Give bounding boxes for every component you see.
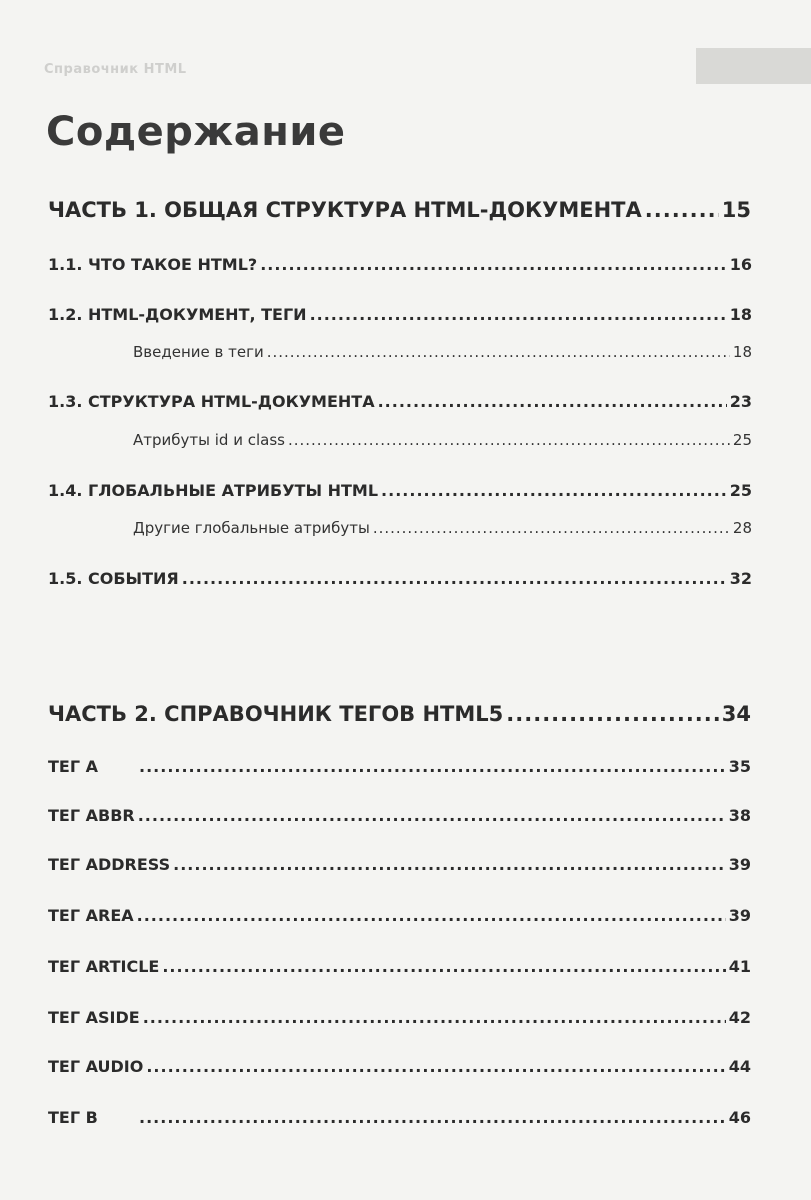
toc-leader (137, 906, 726, 925)
toc-subsection-intro-tags[interactable] (133, 343, 752, 361)
toc-entry-label: 1.4. ГЛОБАЛЬНЫЕ АТРИБУТЫ HTML (48, 481, 379, 500)
toc-leader (182, 569, 727, 588)
toc-leader (162, 957, 725, 976)
toc-leader (139, 1108, 726, 1127)
toc-section-1-4[interactable] (48, 481, 752, 500)
toc-entry-page: 32 (729, 569, 752, 588)
toc-leader (143, 1008, 726, 1027)
toc-subsection-other-attributes[interactable] (133, 519, 752, 537)
toc-entry-page: 35 (728, 757, 751, 776)
page-corner-tab (696, 48, 811, 84)
toc-entry-page: 18 (732, 343, 752, 361)
toc-leader (267, 343, 730, 361)
toc-entry-label: ТЕГ ASIDE (48, 1008, 140, 1027)
toc-entry-page: 38 (728, 806, 751, 825)
toc-part-1[interactable] (48, 198, 751, 222)
toc-entry-label: ТЕГ AREA (48, 906, 134, 925)
toc-leader (310, 305, 727, 324)
running-header: Справочник HTML (44, 62, 187, 77)
toc-leader (378, 392, 727, 411)
toc-tag-aside[interactable] (48, 1008, 751, 1027)
toc-entry-label: Другие глобальные атрибуты (133, 519, 370, 537)
toc-entry-label: Атрибуты id и class (133, 431, 285, 449)
toc-entry-page: 25 (729, 481, 752, 500)
toc-entry-page: 25 (732, 431, 752, 449)
toc-tag-abbr[interactable] (48, 806, 751, 825)
toc-leader (138, 806, 726, 825)
toc-part-2-label: ЧАСТЬ 2. СПРАВОЧНИК ТЕГОВ HTML5 (48, 702, 504, 726)
page-title: Содержание (46, 109, 346, 155)
toc-entry-page: 39 (728, 906, 751, 925)
toc-entry-page: 18 (729, 305, 752, 324)
toc-entry-label: ТЕГ ARTICLE (48, 957, 160, 976)
toc-tag-a[interactable] (48, 757, 751, 776)
toc-entry-page: 23 (729, 392, 752, 411)
toc-entry-page: 46 (728, 1108, 751, 1127)
toc-part-1-page: 15 (721, 198, 751, 222)
toc-leader (139, 757, 726, 776)
toc-tag-audio[interactable] (48, 1057, 751, 1076)
toc-leader (373, 519, 730, 537)
toc-part-2[interactable] (48, 702, 751, 726)
toc-tag-area[interactable] (48, 906, 751, 925)
toc-part-1-label: ЧАСТЬ 1. ОБЩАЯ СТРУКТУРА HTML-ДОКУМЕНТА (48, 198, 642, 222)
toc-tag-b[interactable] (48, 1108, 751, 1127)
toc-leader (260, 255, 727, 274)
toc-leader (146, 1057, 725, 1076)
toc-entry-label: 1.1. ЧТО ТАКОЕ HTML? (48, 255, 258, 274)
toc-entry-label: ТЕГ A (48, 757, 98, 776)
toc-leader (381, 481, 727, 500)
toc-section-1-2[interactable] (48, 305, 752, 324)
toc-entry-page: 28 (732, 519, 752, 537)
toc-section-1-5[interactable] (48, 569, 752, 588)
toc-section-1-1[interactable] (48, 255, 752, 274)
toc-entry-label: 1.3. СТРУКТУРА HTML-ДОКУМЕНТА (48, 392, 375, 411)
toc-entry-page: 16 (729, 255, 752, 274)
toc-entry-label: ТЕГ ABBR (48, 806, 135, 825)
toc-tag-address[interactable] (48, 855, 751, 874)
toc-subsection-id-class[interactable] (133, 431, 752, 449)
toc-entry-label: ТЕГ ADDRESS (48, 855, 171, 874)
toc-tag-article[interactable] (48, 957, 751, 976)
toc-entry-label: ТЕГ B (48, 1108, 98, 1127)
toc-part-2-page: 34 (721, 702, 751, 726)
toc-section-1-3[interactable] (48, 392, 752, 411)
toc-entry-page: 42 (728, 1008, 751, 1027)
toc-entry-page: 41 (728, 957, 751, 976)
toc-entry-label: Введение в теги (133, 343, 264, 361)
toc-entry-label: 1.2. HTML-ДОКУМЕНТ, ТЕГИ (48, 305, 307, 324)
toc-entry-label: ТЕГ AUDIO (48, 1057, 144, 1076)
toc-entry-label: 1.5. СОБЫТИЯ (48, 569, 179, 588)
toc-entry-page: 39 (728, 855, 751, 874)
toc-leader (173, 855, 726, 874)
toc-leader (288, 431, 730, 449)
toc-leader (645, 198, 719, 222)
toc-leader (506, 702, 718, 726)
toc-entry-page: 44 (728, 1057, 751, 1076)
